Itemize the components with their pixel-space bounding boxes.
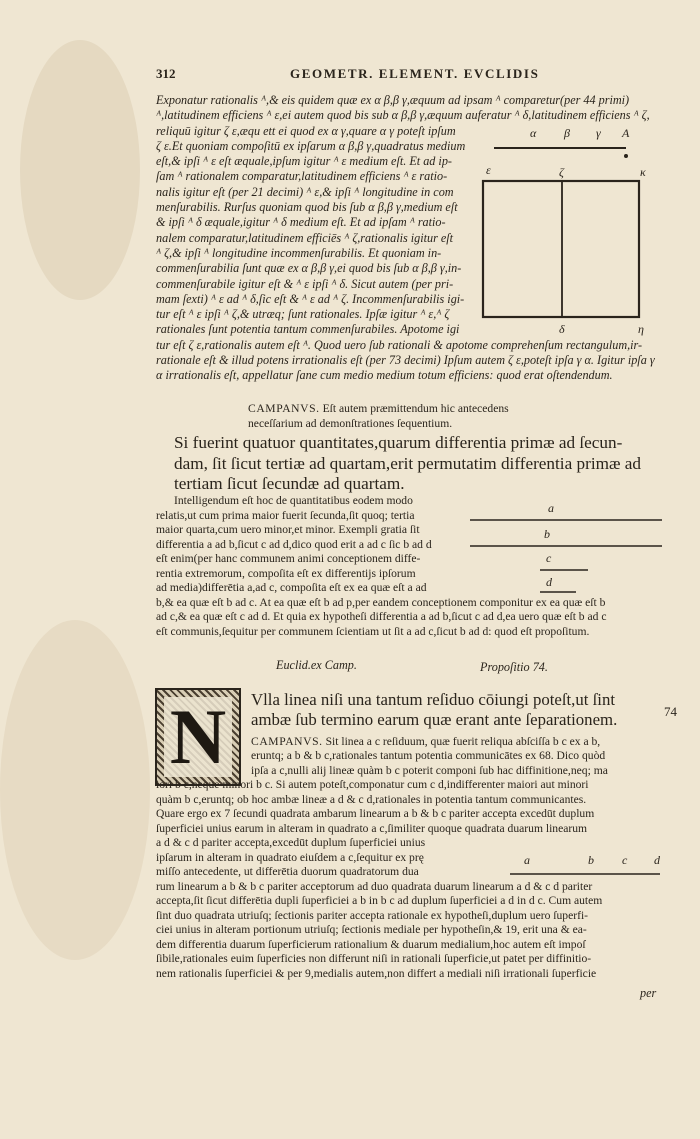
text-line: ad c,& ea quæ eſt c ad d. Et quia ex hypotheſi differentia a ad b,ſicut c ad d,ea uero quæ eſt b ad c [156, 610, 607, 623]
lemma-statement [174, 433, 641, 495]
rect-label: ε [486, 163, 491, 177]
line-label: α [530, 126, 537, 140]
rect-label: η [638, 322, 644, 336]
point-label: b [588, 853, 594, 867]
text-line: tertiam ſicut ſecundæ ad quartam. [174, 474, 405, 493]
paper-stain [20, 40, 140, 300]
initial-letter: N [164, 697, 232, 777]
text-line: rum linearum a b & b c pariter acceptorum ad duo quadrata duarum linearum a d & c d pariter [156, 879, 593, 893]
text-line: eſt,& ipſi ᴬ ε eſt æquale,ipſum igitur ᴬ ε medium eſt. Et ad ip- [156, 154, 452, 169]
text-line: differentia a ad b,ſicut c ad d,dico quod erit a ad c ſic b ad d [156, 537, 432, 551]
note-text: Sit linea a c reſiduum, quæ fuerit reliqua abſciſſa b c ex a b, [325, 735, 601, 748]
text-line: ſibile,rationales euim ſuperficies non differunt niſi in rationali ſuperficie,ut patet per diffinitio- [156, 952, 592, 965]
text-line: Quare ergo ex 7 ſecundi quadrata ambarum linearum a b & b c pariter accepta excedūt duplum [156, 807, 595, 820]
text-line: eruntq; a b & b c,rationales tantum potentia communicātes ex 68. Dico quòd [251, 749, 606, 762]
rectangle-figure [480, 128, 670, 338]
text-line: nem rationalis ſuperficiei & per 9,medialis autem,non differt a mediali niſi irrationali ſuperficie [156, 966, 597, 980]
proposition-number: Propoſitio 74. [480, 660, 548, 674]
text-line: ambæ ſub termino earum quæ erant ante ſeparationem. [251, 710, 618, 729]
note-text: Eſt autem præmittendum hic antecedens [322, 402, 509, 415]
text-line: tur eſt ᴬ ε ipſi ᴬ ζ,& utræq; ſunt rationales. Ipſæ igitur ᴬ ε,ᴬ ζ [156, 307, 450, 322]
text-line: relatis,ut cum prima maior fuerit ſecunda,ſit quoq; tertia [156, 508, 415, 522]
text-line: miſſo antecedente, ut differētia duorum quadratorum dua [156, 865, 419, 878]
text-line: Exponatur rationalis ᴬ,& eis quidem quæ ex α β,β γ,æquum ad ipsam ᴬ comparetur(per 44 primi) [156, 93, 630, 107]
proposition-statement [251, 690, 617, 730]
text-line: eſt communis,ſequitur per communem ſcientiam ut ſit a ad c,ſicut b ad d: quod eſt propoſitum. [156, 624, 590, 638]
catchword: per [640, 986, 657, 1000]
text-line: maior quarta,cum uero minor,et minor. Exempli gratia ſit [156, 523, 420, 536]
line-label: β [564, 126, 570, 140]
text-line: tur eſt ζ ε,rationalis autem eſt ᴬ. Quod uero ſub rationali & apotome comprehenſum rectangulum,ir- [156, 337, 643, 352]
running-header [156, 66, 676, 86]
text-line: nalis igitur eſt (per 21 decimi) ᴬ ε,& ipſi ᴬ longitudine in com [156, 184, 454, 199]
text-line: Intelligendum eſt hoc de quantitatibus eodem modo [174, 494, 413, 507]
text-line: α irrationalis eſt, appellatur ſane cum medio medium totum efficiens: quod erat oſtendendum. [156, 368, 613, 383]
margin-number: 74 [664, 704, 677, 719]
text-line: ſint duo quadrata utriuſq; ſectionis pariter accepta rationale ex hypotheſi,duplum uero ſuperfi- [156, 908, 589, 922]
text-line [251, 735, 600, 750]
text-line: rationale eſt & illud potens irrationalis eſt (per 73 decimi) Ipſum autem ζ ε,poteſt ipſa γ α. Igitur ipſa γ [156, 353, 655, 368]
text-line: mam ſexti) ᴬ ε ad ᴬ δ,ſic eſt & ᴬ ε ad ᴬ ζ. Incommenſurabilis igi- [156, 291, 465, 306]
source-caption: Euclid.ex Camp. [276, 658, 357, 672]
line-label: γ [596, 126, 601, 140]
text-line: menſurabilis. Rurſus quoniam quod bis ſub α β,β γ,medium eſt [156, 200, 458, 215]
text-line: nalem comparatur,latitudinem efficiēs ᴬ ζ,rationalis igitur eſt [156, 230, 454, 245]
text-line: ᴬ ζ,& ipſi ᴬ longitudine incommenſurabilis. Et quoniam in- [156, 245, 442, 260]
text-line: ipſarum in alteram in quadrato eiuſdem a c,ſequitur ex prę [156, 850, 424, 864]
text-line: commenſurabilia ſunt quæ ex α β,β γ,ei quod bis ſub α β,β γ,in- [156, 261, 462, 276]
point-label: c [622, 853, 628, 867]
text-line: eſt enim(per hanc communem animi conceptionem diffe- [156, 552, 421, 565]
text-line: Vlla linea niſi una tantum reſiduo cōiungi poteſt,ut ſint [251, 690, 615, 709]
text-line: reliquū igitur ζ ε,æqu ett ei quod ex α γ,quare α γ poteſt ipſum [156, 123, 456, 138]
text-line: accepta,ſit ſicut differētia dupli ſuperficiei a b in b c ad duplum ſuperficiei a d in d c. Cum autem [156, 894, 603, 907]
rect-label: κ [640, 165, 646, 179]
campanus-label: CAMPANVS. [248, 402, 320, 415]
text-line: dem differentia duarum ſuperficierum rationalium & duarum medialium,hoc autem eſt impoſ [156, 937, 586, 951]
rect-label: δ [559, 322, 565, 336]
text-line: ipſa a c,nulli alij lineæ quàm b c poterit componi ſub hac diffinitione,neq; ma [251, 763, 608, 777]
text-line: iori b c,neque minori b c. Si autem poteſt,componatur cum c d,indifferenter maiori aut minori [156, 778, 589, 791]
text-line: ad media)differētia a,ad c, compoſita eſt ex ea quæ eſt a ad [156, 581, 427, 594]
running-title: GEOMETR. ELEMENT. EVCLIDIS [290, 66, 540, 81]
text-line: rationales ſunt potentia tantum commenſurabiles. Apotome igi [156, 322, 460, 337]
campanus-label: CAMPANVS. [251, 735, 323, 748]
campanus-note [248, 402, 509, 431]
residual-line-figure [508, 852, 668, 884]
point-label: d [654, 853, 660, 867]
line-label: Α [622, 126, 630, 140]
text-line: rentia extremorum, compoſita eſt ex differentijs ipſorum [156, 566, 416, 580]
text-line: neceſſarium ad demonſtrationes ſequentium. [248, 416, 453, 430]
text-line: ciei unius in alteram portionum utriuſq; ſectionis mediale per hypotheſin,& 19, erit una & ea- [156, 923, 587, 936]
text-line: ſam ᴬ rationalem comparatur,latitudinem efficiens ᴬ ε ratio- [156, 169, 448, 184]
text-line: Si fuerint quatuor quantitates,quarum differentia primæ ad ſecun- [174, 433, 623, 452]
quantity-label: a [548, 501, 554, 515]
text-line: ᴬ,latitudinem efficiens ᴬ ε,ei autem quod bis sub α β,β γ,æquum auferatur ᴬ δ,latitudinem efficiens ᴬ ζ, [156, 108, 650, 123]
text-line: quàm b c,eruntq; ob hoc ambæ lineæ a d & c d,rationales in potentia tantum communicantes. [156, 792, 587, 806]
text-line [248, 402, 509, 417]
paper-stain [0, 620, 150, 960]
text-line: commenſurabile igitur eſt & ᴬ ε ipſi ᴬ δ. Sicut autem (per pri- [156, 276, 454, 291]
point-mark [624, 154, 628, 158]
text-line: dam, ſit ſicut tertiæ ad quartam,erit permutatim differentia primæ ad [174, 453, 641, 473]
rectangle-outline [483, 181, 639, 317]
rect-label: ζ [559, 165, 564, 179]
campanus-commentary-head [251, 735, 600, 750]
text-line: ζ ε.Et quoniam compoſitū ex ipſarum α β,β γ,quadratus medium [156, 138, 466, 153]
page-number: 312 [156, 66, 176, 81]
quantity-label: b [544, 527, 550, 541]
text-line: b,& ea quæ eſt b ad c. At ea quæ eſt b ad p,per eandem conceptionem componitur ex ea quæ eſt b [156, 595, 606, 609]
quantities-figure [466, 500, 666, 600]
quantity-label: c [546, 551, 552, 565]
text-line: & ipſi ᴬ δ æquale,igitur ᴬ δ medium eſt. Et ad ipſam ᴬ ratio- [156, 215, 446, 230]
point-label: a [524, 853, 530, 867]
quantity-label: d [546, 575, 552, 589]
text-line: ſuperficiei unius earum in alteram in quadrato a c,ſimiliter quoque quadrata duarum linearum [156, 821, 588, 835]
text-line: a d & c d pariter accepta,excedūt duplum ſuperficiei unius [156, 836, 426, 849]
